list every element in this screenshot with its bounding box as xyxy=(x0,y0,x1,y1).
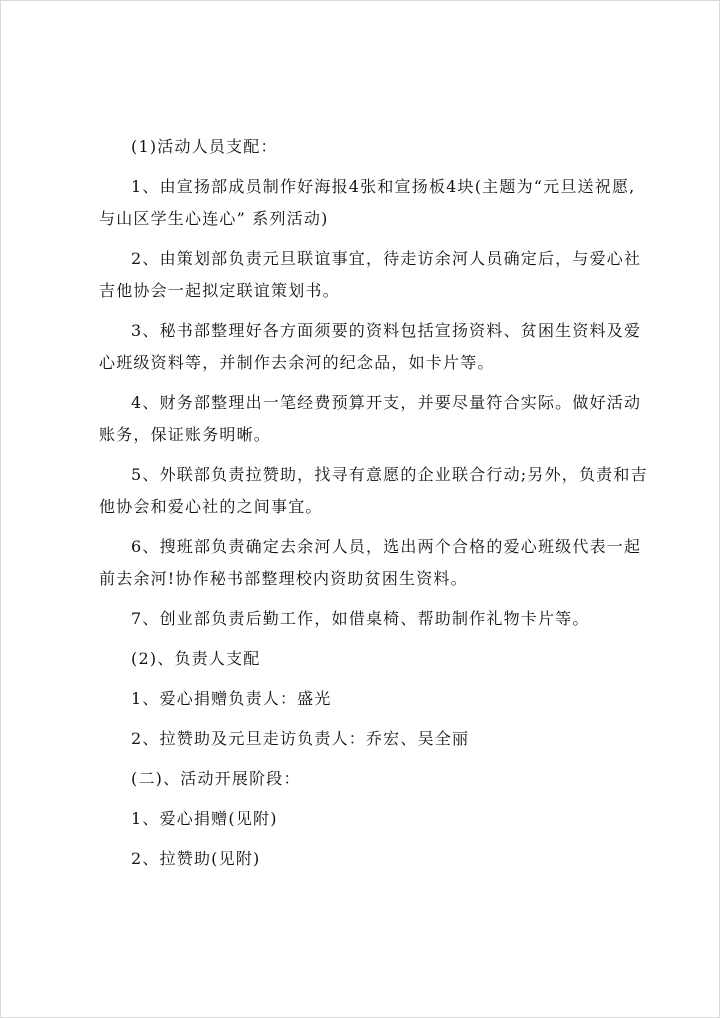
paragraph-stage-heading xyxy=(99,763,659,795)
paragraph-item-3 xyxy=(99,315,659,379)
text-line: 6、搜班部负责确定去余河人员，选出两个合格的爱心班级代表一起 xyxy=(131,537,642,556)
paragraph-stage-1 xyxy=(99,803,659,835)
paragraph-item-4 xyxy=(99,387,659,451)
text-line: 2、由策划部负责元旦联谊事宜，待走访余河人员确定后，与爱心社 xyxy=(131,249,642,268)
text-line: 与山区学生心连心” 系列活动) xyxy=(99,209,329,228)
text-line: 5、外联部负责拉赞助，找寻有意愿的企业联合行动;另外，负责和吉 xyxy=(131,465,648,484)
paragraph-item-6 xyxy=(99,531,659,595)
text-line: (1)活动人员支配： xyxy=(131,137,278,156)
text-line: 前去余河!协作秘书部整理校内资助贫困生资料。 xyxy=(99,569,468,588)
text-line: 1、爱心捐赠(见附) xyxy=(131,809,278,828)
text-line: 1、爱心捐赠负责人：盛光 xyxy=(131,689,332,708)
text-line: 7、创业部负责后勤工作，如借桌椅、帮助制作礼物卡片等。 xyxy=(131,609,590,628)
document-body xyxy=(99,131,659,883)
text-line: 账务，保证账务明晰。 xyxy=(99,425,272,444)
text-line: 1、由宣扬部成员制作好海报4张和宣扬板4块(主题为“元旦送祝愿, xyxy=(131,177,636,196)
paragraph-item-1 xyxy=(99,171,659,235)
text-line: 心班级资料等，并制作去余河的纪念品，如卡片等。 xyxy=(99,353,495,372)
text-line: 吉他协会一起拟定联谊策划书。 xyxy=(99,281,340,300)
paragraph-responsible-1 xyxy=(99,683,659,715)
paragraph-responsible-heading xyxy=(99,643,659,675)
text-line: 2、拉赞助(见附) xyxy=(131,849,261,868)
text-line: (二)、活动开展阶段： xyxy=(131,769,301,788)
paragraph-item-5 xyxy=(99,459,659,523)
text-line: 4、财务部整理出一笔经费预算开支，并要尽量符合实际。做好活动 xyxy=(131,393,642,412)
paragraph-responsible-2 xyxy=(99,723,659,755)
paragraph-staffing-heading xyxy=(99,131,659,163)
text-line: 他协会和爱心社的之间事宜。 xyxy=(99,497,323,516)
paragraph-stage-2 xyxy=(99,843,659,875)
paragraph-item-2 xyxy=(99,243,659,307)
paragraph-item-7 xyxy=(99,603,659,635)
text-line: (2)、负责人支配 xyxy=(131,649,261,668)
text-line: 2、拉赞助及元旦走访负责人：乔宏、吴全丽 xyxy=(131,729,470,748)
text-line: 3、秘书部整理好各方面须要的资料包括宣扬资料、贫困生资料及爱 xyxy=(131,321,642,340)
